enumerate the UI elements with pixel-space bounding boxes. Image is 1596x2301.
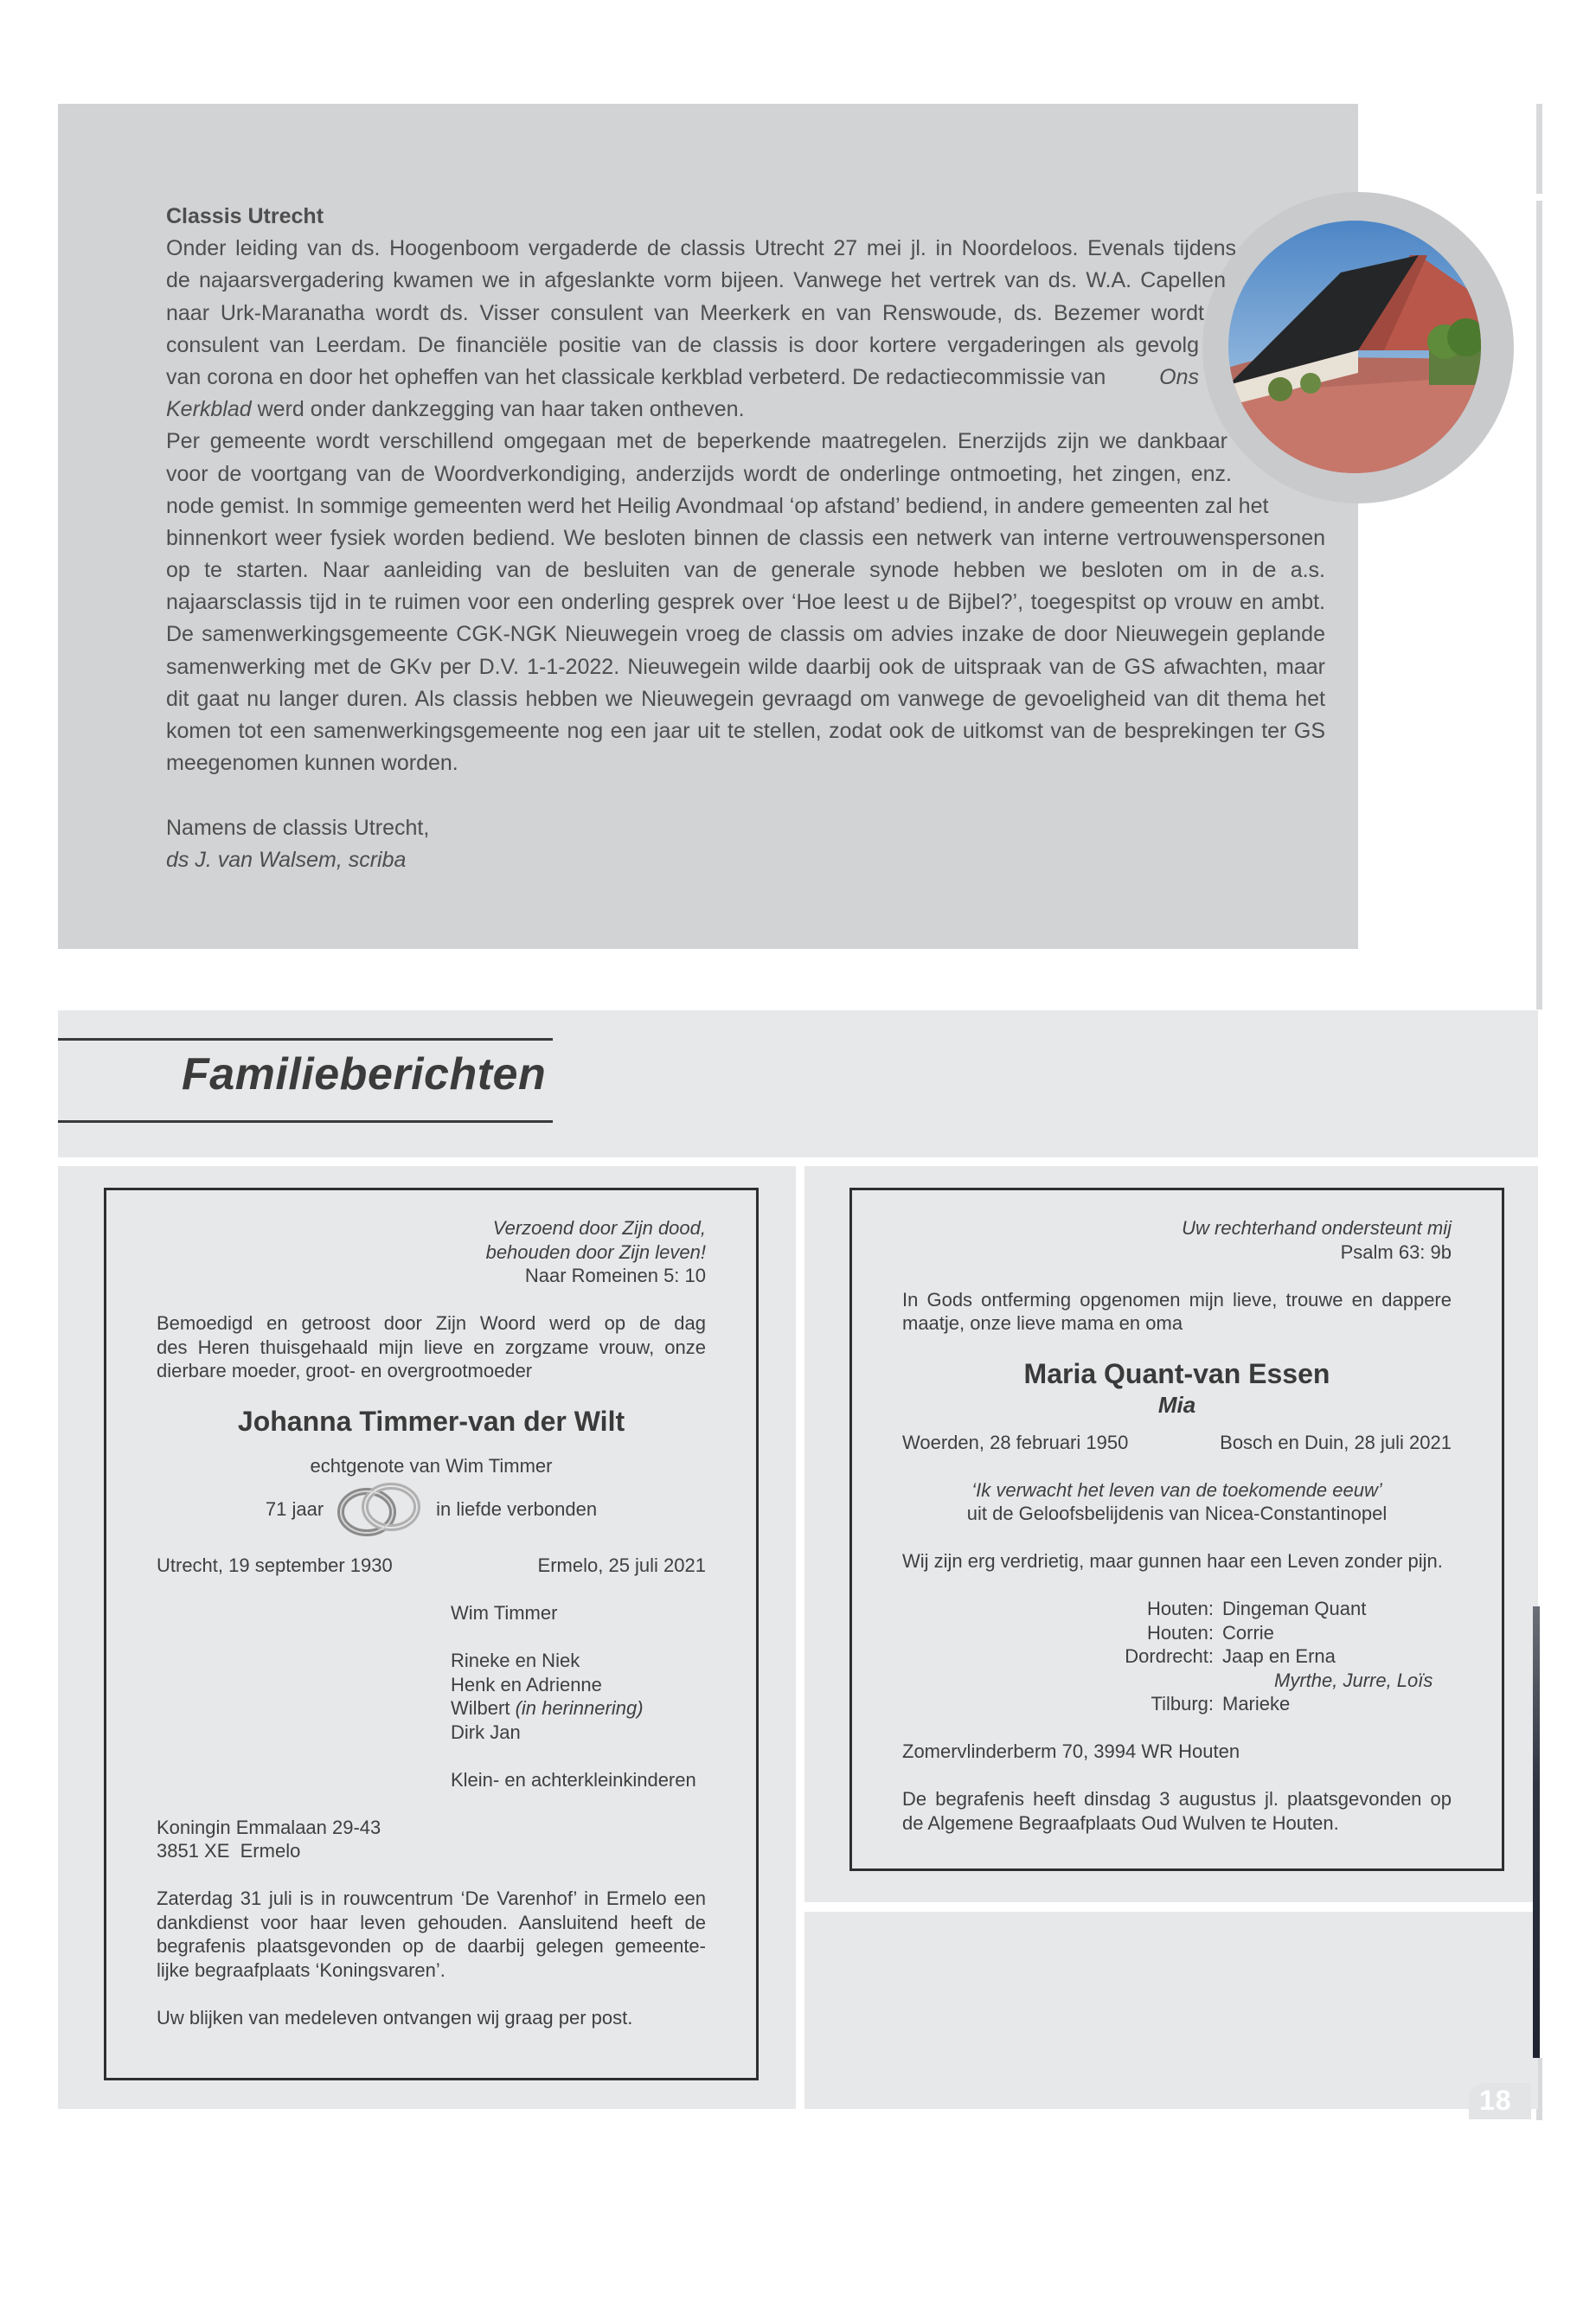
birth-death-row	[902, 1431, 1452, 1455]
family-list	[902, 1597, 1452, 1716]
classis-line: naar Urk-Maranatha wordt ds. Visser consulent van Meerkerk en van Renswoude, ds. Bezemer wordt	[166, 300, 1204, 325]
service-line: lijke begraafplaats ‘Koningsvaren’.	[157, 1958, 445, 1981]
motto-line: Uw rechterhand ondersteunt mij	[1182, 1217, 1452, 1239]
address-line: 3851 XE Ermelo	[157, 1840, 301, 1862]
spouse-line: echtgenote van Wim Timmer	[310, 1454, 553, 1477]
family-place: Dordrecht:	[1125, 1645, 1214, 1667]
classis-line: najaarsclassis tijd in te ruimen voor een onderling gesprek over ‘Hoe leest u de Bijbel?’, toegespitst op vrouw en ambt.	[166, 590, 1325, 615]
right-column-panel-bottom	[804, 1912, 1538, 2109]
burial-line: de Algemene Begraafplaats Oud Wulven te Houten.	[902, 1811, 1339, 1834]
family-member: Rineke en Niek	[451, 1650, 580, 1671]
years-married-label: in liefde verbonden	[436, 1498, 598, 1521]
classis-line: de najaarsvergadering kwamen we in afgeslankte vorm bijeen. Vanwege het vertrek van ds. W.A. Capellen	[166, 268, 1226, 293]
in-memoriam-note: (in herinnering)	[515, 1697, 644, 1719]
address-line: Zomervlinderberm 70, 3994 WR Houten	[902, 1740, 1240, 1762]
classis-magazine-name: Ons	[1159, 364, 1199, 389]
classis-line: Onder leiding van ds. Hoogenboom vergaderde de classis Utrecht 27 mei jl. in Noordeloos. Evenals tijdens	[166, 236, 1236, 261]
grandchildren: Myrthe, Jurre, Loïs	[1274, 1669, 1433, 1691]
family-member	[451, 1696, 706, 1721]
classis-heading: Classis Utrecht	[166, 204, 324, 228]
classis-article	[166, 201, 1325, 876]
family-place	[902, 1669, 1214, 1693]
classis-line: samenwerking met de GKv per D.V. 1-1-2022. Nieuwegein wilde daarbij ook de uitspraak van de GS afwachten, maar	[166, 654, 1325, 679]
years-married: 71 jaar	[265, 1498, 324, 1521]
family-member: Marieke	[1222, 1693, 1291, 1715]
deceased-name: Johanna Timmer-van der Wilt	[237, 1405, 625, 1437]
intro-line: dierbare moeder, groot- en overgrootmoeder	[157, 1360, 533, 1381]
birth-place-date: Woerden, 28 februari 1950	[902, 1431, 1129, 1453]
family-member: Dirk Jan	[451, 1721, 521, 1743]
motto-reference: Naar Romeinen 5: 10	[524, 1265, 706, 1286]
motto-line: behouden door Zijn leven!	[485, 1240, 706, 1263]
family-member: Dingeman Quant	[1222, 1598, 1367, 1619]
death-place-date: Ermelo, 25 juli 2021	[537, 1554, 706, 1576]
edge-strip	[1536, 104, 1542, 194]
burial-line: De begrafenis heeft dinsdag 3 augustus jl. plaatsgevonden op	[902, 1788, 1452, 1810]
family-list	[157, 1601, 706, 1791]
creed-quote: ‘Ik verwacht het leven van de toekomende eeuw’	[971, 1478, 1382, 1501]
classis-magazine-name: Kerkblad	[166, 397, 252, 422]
creed-source: uit de Geloofsbelijdenis van Nicea-Constantinopel	[966, 1503, 1388, 1524]
classis-line	[166, 394, 1325, 426]
family-member: Corrie	[1222, 1621, 1274, 1644]
edge-strip	[1536, 201, 1542, 1009]
classis-line: op te starten. Naar aanleiding van de besluiten van de generale synode hebben we besloten om in de a.s.	[166, 558, 1325, 583]
notice-johanna	[104, 1188, 759, 2080]
service-line: begrafenis plaatsgevonden op de daarbij gelegen gemeente-	[157, 1935, 706, 1957]
deceased-name: Maria Quant-van Essen	[1023, 1357, 1330, 1389]
address-line: Koningin Emmalaan 29-43	[157, 1816, 381, 1838]
family-member: Henk en Adrienne	[451, 1673, 602, 1695]
wedding-rings-icon	[332, 1479, 427, 1540]
intro-line: Bemoedigd en getroost door Zijn Woord werd op de dag	[157, 1312, 706, 1334]
classis-line-part: van corona en door het opheffen van het classicale kerkblad verbeterd. De redactiecommissie van	[166, 364, 1106, 389]
classis-closing: Namens de classis Utrecht,	[166, 815, 430, 840]
family-member-name: Wilbert	[451, 1697, 516, 1719]
classis-signature: ds J. van Walsem, scriba	[166, 847, 407, 872]
classis-line: node gemist. In sommige gemeenten werd het Heilig Avondmaal ‘op afstand’ bediend, in andere gemeenten zal het	[166, 493, 1269, 518]
deceased-nickname: Mia	[1157, 1391, 1196, 1418]
classis-line-part: werd onder dankzegging van haar taken ontheven.	[257, 397, 745, 422]
classis-line: De samenwerkingsgemeente CGK-NGK Nieuwegein vroeg de classis om advies inzake de door Nieuwegein geplande	[166, 622, 1325, 647]
classis-line: consulent van Leerdam. De financiële positie van de classis is door kortere vergaderingen als gevolg	[166, 332, 1199, 357]
classis-line: voor de voortgang van de Woordverkondiging, anderzijds wordt de onderlinge ontmoeting, het zingen, enz.	[166, 461, 1232, 486]
birth-death-row	[157, 1554, 706, 1578]
classis-line: binnenkort weer fysiek worden bediend. We besloten binnen de classis een netwerk van interne vertrouwenspersonen	[166, 525, 1325, 550]
family-place: Houten:	[1146, 1621, 1214, 1644]
photo-edge-strip	[1533, 1606, 1540, 2058]
intro-line: des Heren thuisgehaald mijn lieve en zorgzame vrouw, onze	[157, 1336, 706, 1358]
family-member: Klein- en achterkleinkinderen	[451, 1768, 696, 1791]
motto-reference: Psalm 63: 9b	[1340, 1240, 1452, 1263]
service-line: Zaterdag 31 juli is in rouwcentrum ‘De Varenhof’ in Ermelo een	[157, 1888, 706, 1909]
classis-line	[166, 362, 1199, 394]
classis-line: meegenomen kunnen worden.	[166, 751, 458, 776]
page-number: 18	[1479, 2085, 1512, 2116]
classis-line: dit gaat nu langer duren. Als classis hebben we Nieuwegein gevraagd om vanwege de gevoeligheid van dit thema het	[166, 686, 1325, 711]
death-place-date: Bosch en Duin, 28 juli 2021	[1220, 1431, 1452, 1453]
family-member: Wim Timmer	[451, 1602, 558, 1624]
post-note: Uw blijken van medeleven ontvangen wij graag per post.	[157, 2006, 633, 2029]
marriage-row	[157, 1477, 706, 1541]
classis-line: komen tot een samenwerkingsgemeente nog een jaar uit te stellen, zodat ook de uitkomst van de besprekingen ter GS	[166, 719, 1325, 743]
birth-place-date: Utrecht, 19 september 1930	[157, 1554, 393, 1576]
intro-line: maatje, onze lieve mama en oma	[902, 1312, 1183, 1334]
family-place: Houten:	[1146, 1598, 1214, 1619]
service-line: dankdienst voor haar leven gehouden. Aansluitend heeft de	[157, 1911, 706, 1933]
intro-line: In Gods ontferming opgenomen mijn lieve, trouwe en dappere	[902, 1288, 1452, 1311]
family-member: Jaap en Erna	[1222, 1645, 1336, 1667]
classis-line: Per gemeente wordt verschillend omgegaan met de beperkende maatregelen. Enerzijds zijn we dankbaar	[166, 429, 1227, 454]
notice-maria	[849, 1188, 1504, 1871]
sad-line: Wij zijn erg verdrietig, maar gunnen haar een Leven zonder pijn.	[902, 1550, 1443, 1572]
familie-title: Familieberichten	[182, 1049, 547, 1099]
motto-line: Verzoend door Zijn dood,	[492, 1217, 706, 1239]
family-place: Tilburg:	[1151, 1693, 1214, 1715]
